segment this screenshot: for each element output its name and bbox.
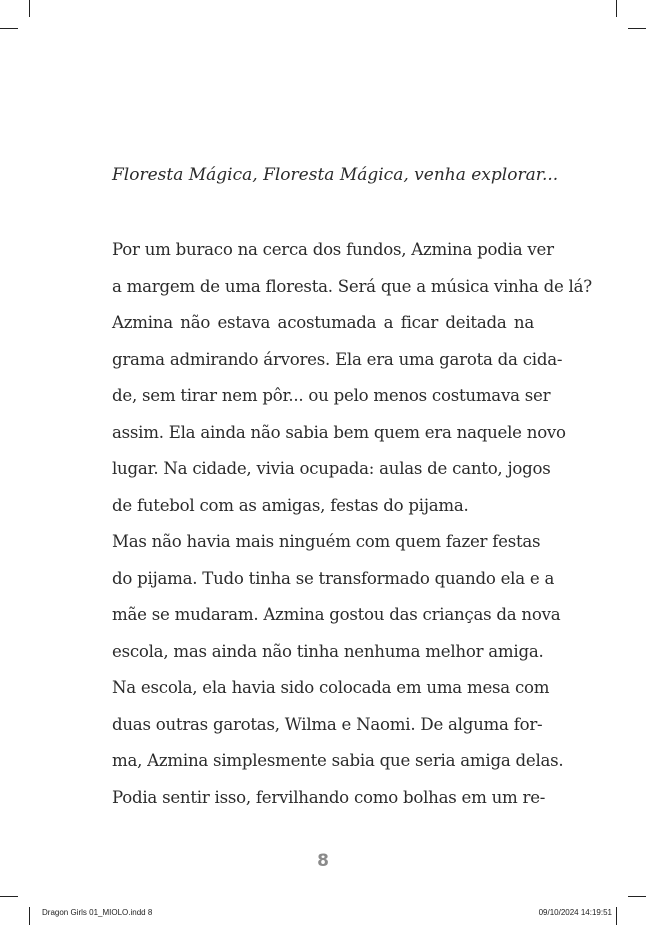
crop-mark-top-left-horizontal xyxy=(0,28,18,29)
paragraph-2 xyxy=(93,305,566,524)
crop-mark-bottom-right-horizontal xyxy=(628,896,646,897)
body-text xyxy=(93,232,592,816)
text-line: Por um buraco na cerca dos fundos, Azmina podia ver xyxy=(112,240,554,259)
text-line: assim. Ela ainda não sabia bem quem era naquele novo xyxy=(112,422,566,442)
page-number: 8 xyxy=(317,851,329,871)
text-line: mãe se mudaram. Azmina gostou das crianças da nova xyxy=(112,605,561,624)
crop-mark-bottom-right-vertical xyxy=(616,907,617,925)
text-line: Mas não havia mais ninguém com quem fazer festas xyxy=(112,532,541,551)
text-line: Podia sentir isso, fervilhando como bolhas em um re- xyxy=(112,787,546,807)
crop-mark-bottom-left-horizontal xyxy=(0,896,18,897)
slug-filename: Dragon Girls 01_MIOLO.indd 8 xyxy=(42,908,153,917)
text-line: lugar. Na cidade, vivia ocupada: aulas de canto, jogos xyxy=(112,459,551,478)
text-line: de futebol com as amigas, festas do pijama. xyxy=(112,495,469,515)
paragraph-3 xyxy=(93,524,561,670)
text-line: de, sem tirar nem pôr... ou pelo menos costumava ser xyxy=(112,386,551,405)
slug-timestamp: 09/10/2024 14:19:51 xyxy=(538,908,612,917)
epigraph: Floresta Mágica, Floresta Mágica, venha explorar... xyxy=(112,165,559,185)
text-line: do pijama. Tudo tinha se transformado quando ela e a xyxy=(112,568,555,588)
text-line: ma, Azmina simplesmente sabia que seria amiga delas. xyxy=(112,751,564,770)
crop-mark-bottom-left-vertical xyxy=(29,907,30,925)
crop-mark-top-left-vertical xyxy=(29,0,30,17)
crop-mark-top-right-vertical xyxy=(616,0,617,17)
paragraph-1 xyxy=(93,232,592,305)
text-line: Na escola, ela havia sido colocada em uma mesa com xyxy=(112,678,550,697)
text-line: grama admirando árvores. Ela era uma garota da cida- xyxy=(112,349,563,369)
text-line: escola, mas ainda não tinha nenhuma melhor amiga. xyxy=(112,641,544,661)
paragraph-4 xyxy=(93,670,564,816)
text-line: duas outras garotas, Wilma e Naomi. De alguma for- xyxy=(112,714,543,734)
text-line: Azmina não estava acostumada a ficar deitada na xyxy=(112,313,534,332)
text-line: a margem de uma floresta. Será que a música vinha de lá? xyxy=(112,276,592,296)
crop-mark-top-right-horizontal xyxy=(628,28,646,29)
